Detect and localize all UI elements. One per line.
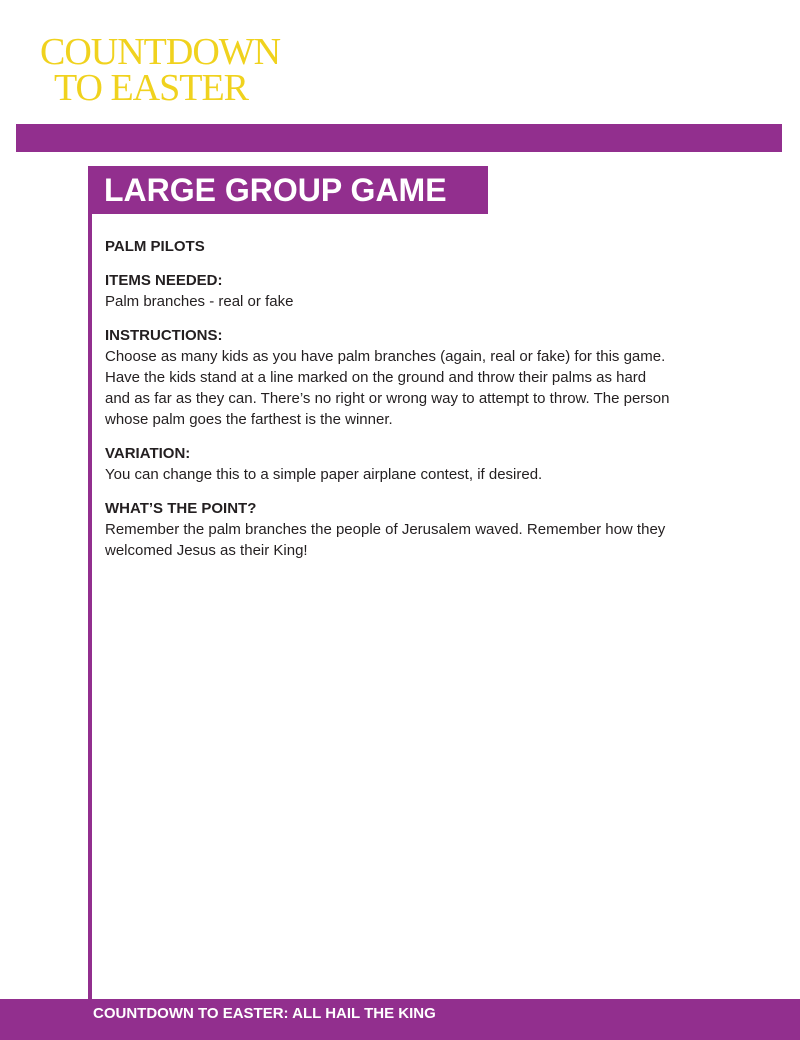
items-needed-block	[105, 270, 725, 312]
point-heading: WHAT’S THE POINT?	[105, 500, 257, 517]
point-line: welcomed Jesus as their King!	[105, 542, 308, 559]
instructions-heading: INSTRUCTIONS:	[105, 327, 223, 344]
footer-text: COUNTDOWN TO EASTER: ALL HAIL THE KING	[93, 1005, 436, 1022]
instructions-line: Choose as many kids as you have palm branches (again, real or fake) for this game.	[105, 348, 666, 365]
instructions-line: Have the kids stand at a line marked on the ground and throw their palms as hard	[105, 369, 647, 386]
variation-heading: VARIATION:	[105, 445, 191, 462]
variation-text: You can change this to a simple paper airplane contest, if desired.	[105, 466, 543, 483]
header-band	[16, 124, 782, 152]
game-content	[105, 236, 725, 574]
items-needed-heading: ITEMS NEEDED:	[105, 272, 223, 289]
instructions-line: and as far as they can. There’s no right or wrong way to attempt to throw. The person	[105, 390, 670, 407]
items-needed-text: Palm branches - real or fake	[105, 293, 294, 310]
logo-line-1: COUNTDOWN	[40, 31, 281, 73]
point-block	[105, 498, 725, 561]
point-line: Remember the palm branches the people of Jerusalem waved. Remember how they	[105, 521, 666, 538]
game-name-block	[105, 236, 725, 257]
logo	[40, 31, 281, 109]
instructions-line: whose palm goes the farthest is the winner.	[105, 411, 393, 428]
logo-line-2: TO EASTER	[54, 67, 249, 109]
variation-block	[105, 443, 725, 485]
instructions-block	[105, 325, 725, 430]
section-title: LARGE GROUP GAME	[88, 166, 488, 214]
game-name: PALM PILOTS	[105, 238, 205, 255]
side-rule	[88, 166, 92, 1002]
